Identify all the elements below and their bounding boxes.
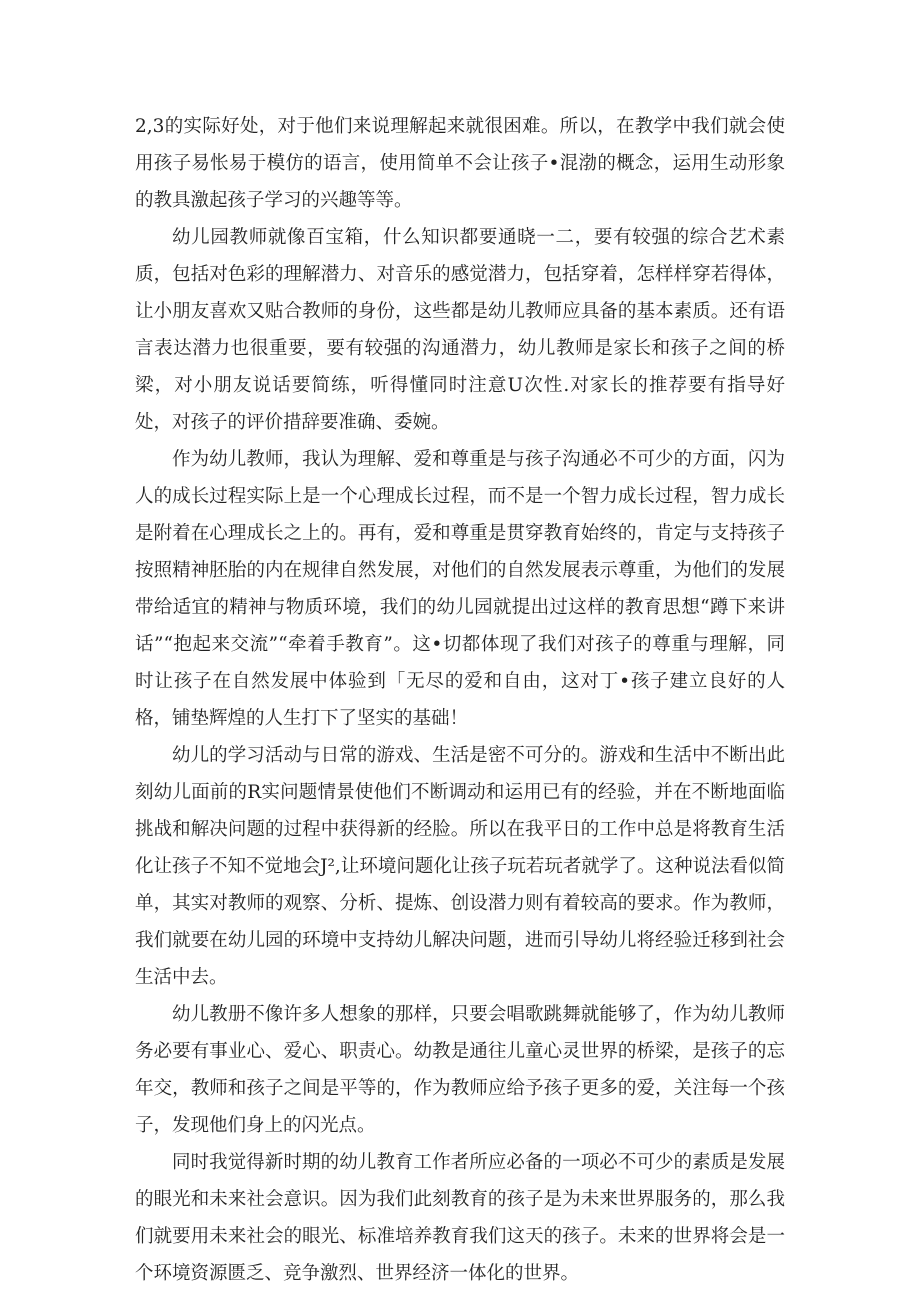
document-body	[135, 108, 785, 1292]
paragraph-dedication: 幼儿教册不像许多人想象的那样，只要会唱歌跳舞就能够了，作为幼儿教师务必要有事业心、爱心、职责心。幼教是通往儿童心灵世界的桥梁，是孩子的忘年交，教师和孩子之间是平等的，作为教师应给予孩子更多的爱，关注每一个孩子，发现他们身上的闪光点。	[135, 1004, 785, 1136]
paragraph-respect-and-love: 作为幼儿教师，我认为理解、爱和尊重是与孩子沟通必不可少的方面，闪为人的成长过程实际上是一个心理成长过程，而不是一个智力成长过程，智力成长是附着在心理成长之上的。再有，爱和尊重是贯穿教育始终的，肯定与支持孩子按照精神胚胎的内在规律自然发展，对他们的自然发展表示尊重，为他们的发展带给适宜的精神与物质环境，我们的幼儿园就提出过这样的教育思想“蹲下来讲话”“抱起来交流”“牵着手教育”。这•切都体现了我们对孩子的尊重与理解，同时让孩子在自然发展中体验到「无尽的爱和自由，这对丁•孩子建立良好的人格，铺垫辉煌的人生打下了坚实的基础！	[135, 449, 785, 729]
paragraph-teacher-qualities: 幼儿园教师就像百宝箱，什么知识都要通晓一二，要有较强的综合艺术素质，包括对色彩的理解潜力、对音乐的感觉潜力，包括穿着，怎样样穿若得体，让小朋友喜欢又贴合教师的身份，这些都是幼儿教师应具备的基本素质。还有语言表达潜力也很重要，要有较强的沟通潜力，幼儿教师是家长和孩子之间的桥梁，对小朋友说话要简练，听得懂同时注意U次性.对家长的推荐要有指导好处，对孩子的评价措辞要准确、委婉。	[135, 227, 785, 433]
paragraph-continued: 2,3的实际好处，对于他们来说理解起来就很困难。所以，在教学中我们就会使用孩子易怅易于模仿的语言，使用简单不会让孩子•混渤的概念，运用生动形象的教具激起孩子学习的兴趣等等。	[135, 116, 785, 211]
paragraph-learning-through-play: 幼儿的学习活动与日常的游戏、生活是密不可分的。游戏和生活中不断出此刻幼儿面前的R实问题情景使他们不断调动和运用已有的经验，并在不断地面临挑战和解决问题的过程中获得新的经脸。所以在我平日的工作中总是将教育生活化让孩子不知不觉地会J²,让环境问题化让孩子玩若玩者就学了。这种说法看似简单，其实对教师的观察、分析、提炼、创设潜力则有着较高的要求。作为教师，我们就要在幼儿园的环境中支持幼儿解决问题，进而引导幼儿将经验迁移到社会生活中去。	[135, 745, 785, 988]
paragraph-future-vision: 同时我觉得新时期的幼儿教育工作者所应必备的一项必不可少的素质是发展的眼光和未来社会意识。因为我们此刻教育的孩子是为未来世界服务的，那么我们就要用未来社会的眼光、标准培养教育我们这天的孩子。未来的世界将会是一个环境资源匮乏、竞争激烈、世界经济一体化的世界。	[135, 1152, 785, 1284]
